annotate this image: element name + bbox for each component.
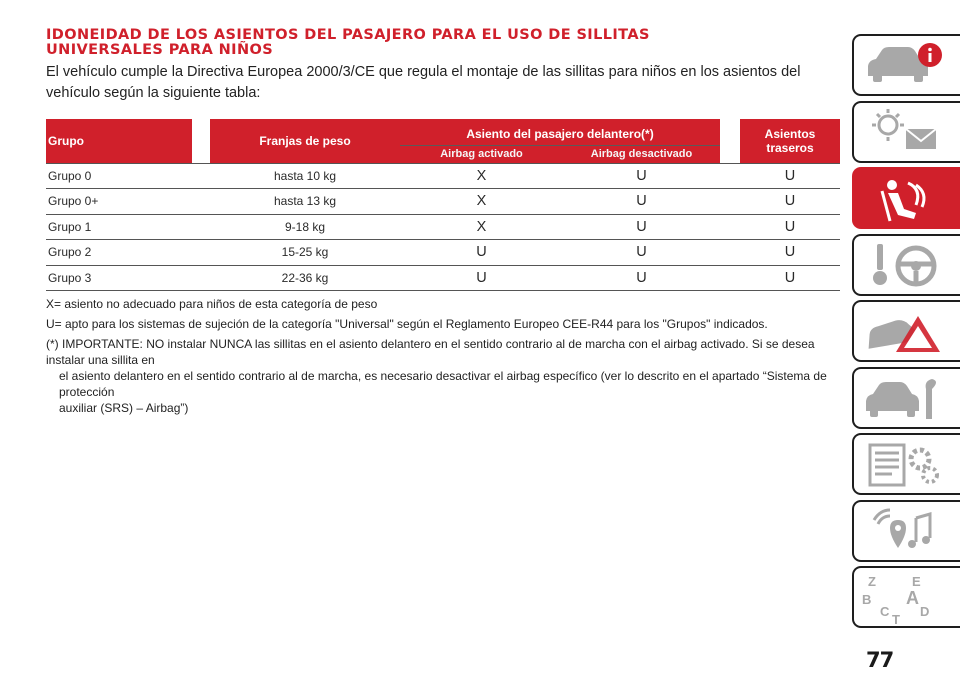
cell-gap bbox=[720, 163, 740, 189]
cell-rear: U bbox=[740, 265, 840, 291]
cell-gap bbox=[192, 240, 210, 266]
car-wrench-icon bbox=[860, 371, 952, 427]
cell-airbag-on: X bbox=[400, 189, 563, 215]
cell-rear: U bbox=[740, 240, 840, 266]
cell-airbag-off: U bbox=[563, 240, 720, 266]
cell-peso: hasta 13 kg bbox=[210, 189, 400, 215]
cell-peso: hasta 10 kg bbox=[210, 163, 400, 189]
header-airbag-off: Airbag desactivado bbox=[563, 145, 720, 163]
page-number: 77 bbox=[866, 648, 894, 672]
chapter-tab-safety[interactable] bbox=[852, 167, 960, 229]
cell-peso: 15-25 kg bbox=[210, 240, 400, 266]
cell-gap bbox=[720, 240, 740, 266]
car-info-icon bbox=[860, 38, 952, 94]
table-row bbox=[46, 265, 840, 291]
warning-light-envelope-icon bbox=[860, 105, 952, 161]
chapter-tab-starting-driving[interactable] bbox=[852, 234, 960, 296]
table-row bbox=[46, 189, 840, 215]
cell-rear: U bbox=[740, 214, 840, 240]
header-airbag-on: Airbag activado bbox=[400, 145, 563, 163]
chapter-tab-technical-data[interactable] bbox=[852, 433, 960, 495]
note-important-line1: (*) IMPORTANTE: NO instalar NUNCA las sillitas en el asiento delantero en el sentido contrario al de marcha con el airbag activado. Si se desea instalar una sillita en bbox=[46, 337, 815, 367]
multimedia-icon bbox=[860, 504, 952, 560]
table-header-row bbox=[46, 119, 840, 145]
cell-gap bbox=[192, 214, 210, 240]
cell-gap bbox=[192, 265, 210, 291]
cell-airbag-off: U bbox=[563, 189, 720, 215]
table-row bbox=[46, 240, 840, 266]
page-title-line1: IDONEIDAD DE LOS ASIENTOS DEL PASAJERO PARA EL USO DE SILLITAS bbox=[46, 27, 650, 43]
page-title bbox=[46, 28, 840, 58]
header-front-seat: Asiento del pasajero delantero(*) bbox=[400, 119, 720, 145]
note-x: X= asiento no adecuado para niños de esta categoría de peso bbox=[46, 297, 378, 311]
cell-grupo: Grupo 1 bbox=[46, 214, 192, 240]
cell-peso: 22-36 kg bbox=[210, 265, 400, 291]
page-title-line2: UNIVERSALES PARA NIÑOS bbox=[46, 42, 274, 58]
cell-gap bbox=[720, 214, 740, 240]
chapter-tab-knowing-car[interactable] bbox=[852, 34, 960, 96]
cell-gap bbox=[192, 163, 210, 189]
key-steering-wheel-icon bbox=[860, 238, 952, 294]
cell-airbag-on: U bbox=[400, 265, 563, 291]
cell-airbag-off: U bbox=[563, 265, 720, 291]
cell-airbag-off: U bbox=[563, 163, 720, 189]
cell-peso: 9-18 kg bbox=[210, 214, 400, 240]
intro-paragraph: El vehículo cumple la Directiva Europea 2000/3/CE que regula el montaje de las sillitas para niños en los asientos del vehículo según la siguiente tabla: bbox=[46, 64, 801, 101]
airbag-seatbelt-icon bbox=[860, 171, 952, 227]
index-letter: T bbox=[892, 612, 900, 626]
specs-gear-icon bbox=[860, 437, 952, 493]
index-letter: D bbox=[920, 604, 930, 619]
cell-rear: U bbox=[740, 163, 840, 189]
index-letter: C bbox=[880, 604, 890, 619]
note-u: U= apto para los sistemas de sujeción de la categoría "Universal" según el Reglamento Europeo CEE-R44 para los "Grupos" indicados. bbox=[46, 317, 768, 331]
chapter-tab-maintenance[interactable] bbox=[852, 367, 960, 429]
cell-gap bbox=[720, 265, 740, 291]
chapter-tab-index[interactable] bbox=[852, 566, 960, 628]
cell-grupo: Grupo 3 bbox=[46, 265, 192, 291]
note-important-line2: el asiento delantero en el sentido contrario al de marcha, es necesario desactivar el airbag específico (ver lo descrito en el apartado “Sistema de protección bbox=[59, 369, 827, 399]
cell-grupo: Grupo 0+ bbox=[46, 189, 192, 215]
note-important bbox=[46, 336, 840, 416]
cell-grupo: Grupo 0 bbox=[46, 163, 192, 189]
cell-airbag-off: U bbox=[563, 214, 720, 240]
table-notes bbox=[46, 296, 840, 416]
header-gap bbox=[192, 119, 210, 163]
cell-airbag-on: U bbox=[400, 240, 563, 266]
table-row bbox=[46, 163, 840, 189]
cell-airbag-on: X bbox=[400, 214, 563, 240]
index-letter: Z bbox=[868, 574, 876, 589]
index-letter: A bbox=[906, 588, 919, 608]
cell-rear: U bbox=[740, 189, 840, 215]
table-row bbox=[46, 214, 840, 240]
cell-airbag-on: X bbox=[400, 163, 563, 189]
header-rear-seats: Asientos traseros bbox=[740, 119, 840, 163]
cell-gap bbox=[720, 189, 740, 215]
chapter-tab-emergency[interactable] bbox=[852, 300, 960, 362]
index-letter: B bbox=[862, 592, 872, 607]
main-content bbox=[46, 28, 840, 416]
index-letter: E bbox=[912, 574, 921, 589]
header-grupo: Grupo bbox=[46, 119, 192, 163]
chapter-tabs bbox=[852, 34, 960, 633]
child-seat-suitability-table bbox=[46, 119, 840, 291]
chapter-tab-multimedia[interactable] bbox=[852, 500, 960, 562]
alphabetical-index-icon bbox=[860, 570, 952, 626]
header-peso: Franjas de peso bbox=[210, 119, 400, 163]
header-gap bbox=[720, 119, 740, 163]
cell-gap bbox=[192, 189, 210, 215]
cell-grupo: Grupo 2 bbox=[46, 240, 192, 266]
note-important-line3: auxiliar (SRS) – Airbag”) bbox=[59, 401, 189, 415]
chapter-tab-dashboard[interactable] bbox=[852, 101, 960, 163]
emergency-car-icon bbox=[860, 304, 952, 360]
